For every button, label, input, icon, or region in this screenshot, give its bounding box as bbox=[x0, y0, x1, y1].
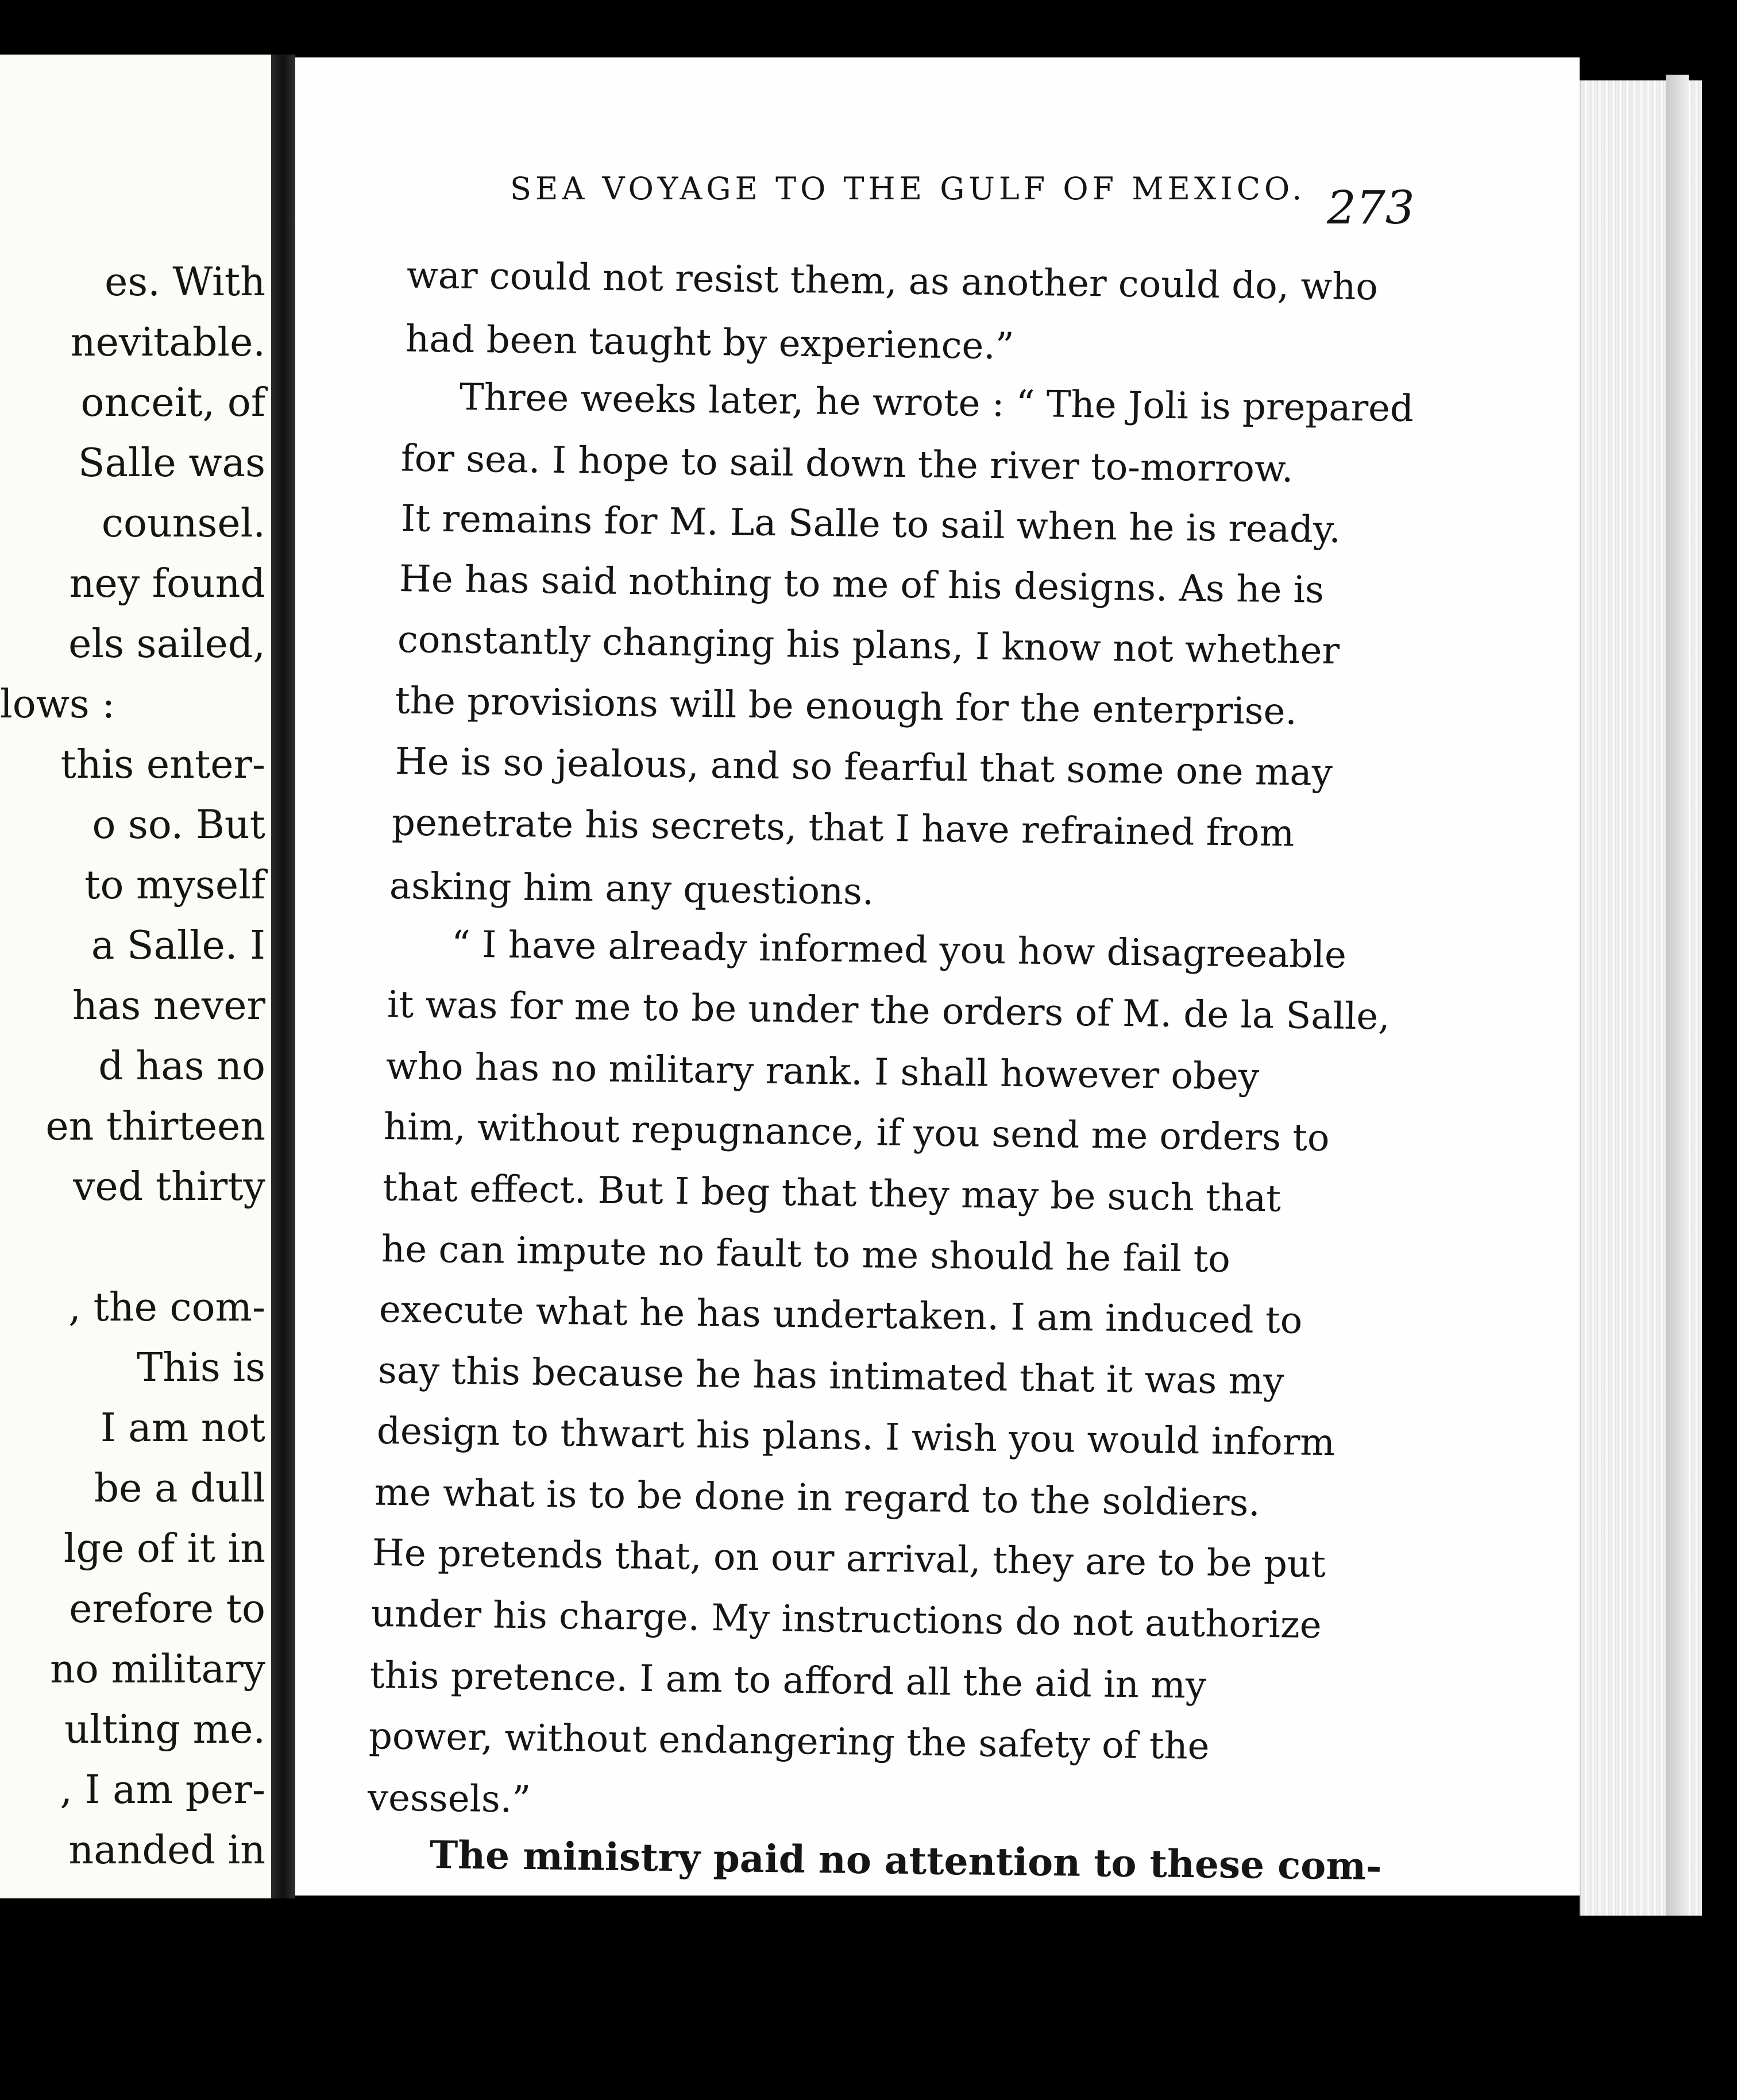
text-line: the provisions will be enough for the enterprise. bbox=[395, 680, 1298, 734]
left-page-line: Salle was bbox=[78, 441, 265, 486]
text-line: He pretends that, on our arrival, they are to be put bbox=[372, 1531, 1326, 1586]
text-line: He is so jealous, and so fearful that some one may bbox=[395, 740, 1333, 794]
text-line: me what is to be done in regard to the soldiers. bbox=[374, 1471, 1261, 1525]
left-page-line: this enter- bbox=[60, 742, 265, 788]
left-page-line: counsel. bbox=[101, 501, 265, 546]
left-page-line: nevitable. bbox=[70, 320, 265, 365]
left-page-line: lows : bbox=[0, 682, 115, 727]
left-page-line: to myself bbox=[84, 863, 265, 908]
book-gutter bbox=[271, 55, 295, 1898]
text-line: constantly changing his plans, I know not whether bbox=[397, 618, 1340, 673]
left-page-line: nanded in bbox=[68, 1828, 265, 1873]
text-line: The ministry paid no attention to these com- bbox=[429, 1832, 1383, 1889]
left-page-line: , I am per- bbox=[60, 1767, 265, 1813]
text-line: vessels.” bbox=[367, 1777, 531, 1821]
left-page-line: lge of it in bbox=[63, 1526, 265, 1572]
page-fore-edge-shade bbox=[1666, 75, 1689, 1916]
text-line: He has said nothing to me of his designs. As he is bbox=[399, 558, 1325, 612]
left-page-line: ved thirty bbox=[73, 1164, 265, 1210]
text-line: he can impute no fault to me should he fail to bbox=[381, 1227, 1231, 1281]
left-page-line: ney found bbox=[69, 561, 265, 607]
text-line: “ I have already informed you how disagreeable bbox=[451, 923, 1347, 977]
left-page-line: be a dull bbox=[94, 1466, 265, 1511]
left-page-line: o so. But bbox=[92, 802, 265, 848]
text-line: this pretence. I am to afford all the aid in my bbox=[369, 1654, 1207, 1707]
left-page-line: es. With bbox=[105, 260, 265, 305]
text-line: who has no military rank. I shall however obey bbox=[385, 1045, 1260, 1099]
left-page-line: I am not bbox=[100, 1406, 265, 1451]
left-page-line: d has no bbox=[98, 1044, 265, 1089]
left-page-line: onceit, of bbox=[80, 380, 265, 426]
text-line: it was for me to be under the orders of M. de la Salle, bbox=[387, 983, 1391, 1039]
text-line: asking him any questions. bbox=[389, 864, 874, 914]
text-line: say this because he has intimated that it was my bbox=[377, 1349, 1284, 1403]
left-page-line: els sailed, bbox=[68, 621, 265, 667]
text-line: for sea. I hope to sail down the river to-morrow. bbox=[400, 437, 1294, 491]
text-line: Three weeks later, he wrote : “ The Joli is prepared bbox=[459, 376, 1414, 431]
text-line: execute what he has undertaken. I am induced to bbox=[379, 1288, 1303, 1342]
text-line: him, without repugnance, if you send me orders to bbox=[383, 1105, 1330, 1160]
page-number: 273 bbox=[1327, 181, 1415, 234]
left-page-line: has never bbox=[72, 983, 265, 1029]
left-page-line: ulting me. bbox=[64, 1707, 265, 1752]
left-page-line: erefore to bbox=[69, 1586, 265, 1632]
text-line: under his charge. My instructions do not authorize bbox=[370, 1592, 1322, 1647]
text-line: that effect. But I beg that they may be such that bbox=[382, 1167, 1281, 1221]
text-line: had been taught by experience.” bbox=[405, 318, 1014, 368]
text-line: power, without endangering the safety of the bbox=[368, 1715, 1210, 1768]
left-facing-page bbox=[0, 55, 271, 1898]
text-line: war could not resist them, as another could do, who bbox=[406, 254, 1379, 309]
left-page-line: , the com- bbox=[68, 1285, 265, 1330]
running-head: SEA VOYAGE TO THE GULF OF MEXICO. bbox=[510, 171, 1306, 207]
left-page-line: en thirteen bbox=[45, 1104, 265, 1149]
left-page-line: a Salle. I bbox=[91, 923, 265, 968]
left-page-line: no military bbox=[50, 1647, 265, 1692]
text-line: It remains for M. La Salle to sail when he is ready. bbox=[400, 497, 1341, 551]
text-line: penetrate his secrets, that I have refrained from bbox=[391, 801, 1295, 855]
text-line: design to thwart his plans. I wish you would inform bbox=[376, 1410, 1335, 1465]
left-page-line: This is bbox=[136, 1345, 265, 1391]
